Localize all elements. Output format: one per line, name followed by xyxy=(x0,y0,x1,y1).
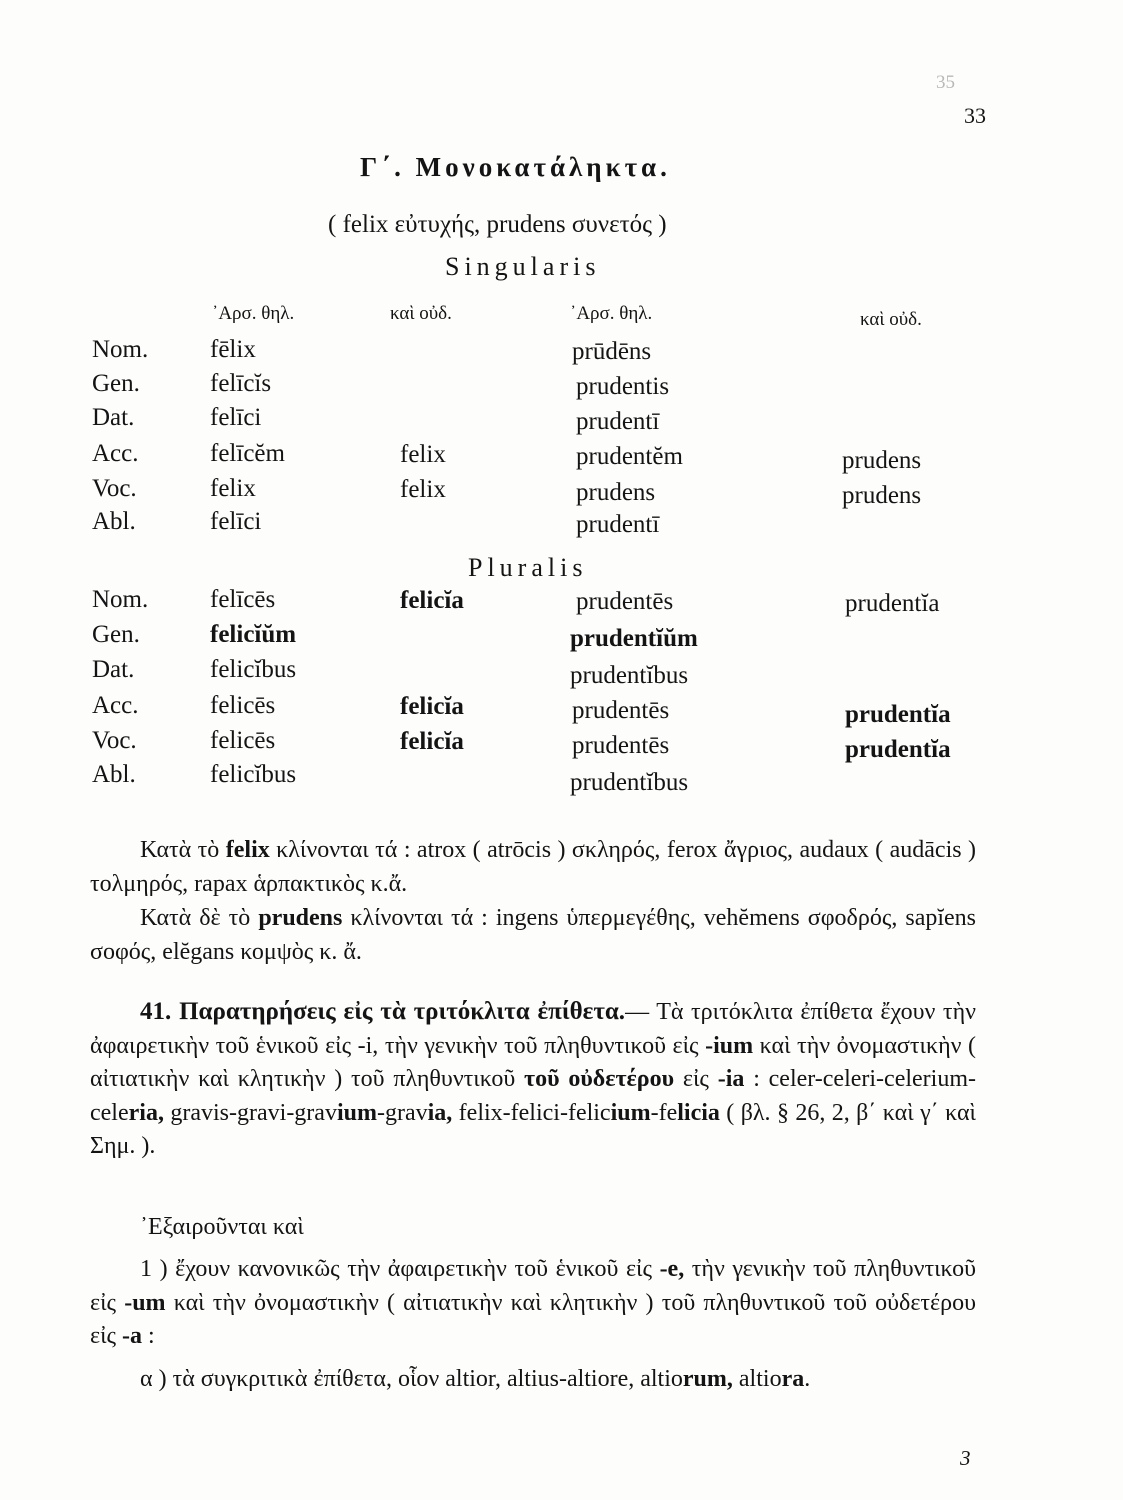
table-cell: felīcēs xyxy=(210,586,276,613)
bold-term: -ium xyxy=(705,1032,754,1059)
text: 1 ) ἔχουν κανονικῶς τὴν ἀφαιρετικὴν τοῦ ἑνικοῦ εἰς xyxy=(140,1256,660,1282)
table-cell: felicĭa xyxy=(400,728,464,755)
text: gravis-gravi-grav xyxy=(163,1099,337,1126)
bold-term: -um xyxy=(124,1289,166,1316)
bold-term: prudens xyxy=(258,905,343,931)
table-cell: prudentĭa xyxy=(845,736,951,763)
case-label: Abl. xyxy=(92,761,136,788)
text: εἰς xyxy=(674,1066,718,1092)
bold-term: ria, xyxy=(128,1099,164,1126)
table-cell: felix xyxy=(210,475,256,502)
section-subtitle: ( felix εὐτυχής, prudens συνετός ) xyxy=(328,211,667,238)
table-cell: prudentĭa xyxy=(845,590,940,617)
text: : xyxy=(142,1323,155,1349)
case-label: Abl. xyxy=(92,508,136,535)
case-label: Dat. xyxy=(92,656,135,683)
text: τὴν γενικὴν τοῦ πληθυντικοῦ εἰς xyxy=(90,1256,976,1316)
page-number: 33 xyxy=(964,103,986,128)
text: κλίνονται τά : atrox ( atrōcis ) σκληρός, ferox ἄγριος, audaux ( audācis ) τολμηρός, rapax ἁρπακτικὸς κ.ἄ. xyxy=(90,837,976,897)
column-header: ᾿Αρσ. θηλ. xyxy=(570,303,653,324)
text: — Τὰ τριτόκλιτα ἐπίθετα ἔχουν τὴν ἀφαιρετικὴν τοῦ ἑνικοῦ εἰς -i, τὴν γενικὴν τοῦ πληθυντικοῦ εἰς xyxy=(90,999,976,1059)
table-cell: prudens xyxy=(576,479,656,506)
case-label: Nom. xyxy=(92,586,149,613)
note-prudens xyxy=(90,902,976,969)
text: : celer-celeri-celerium-cele xyxy=(90,1066,976,1126)
bold-term: -e, xyxy=(659,1256,685,1282)
table-cell: felīcĕm xyxy=(210,440,285,467)
table-cell: prudentēs xyxy=(576,588,674,615)
table-cell: felīci xyxy=(210,404,262,431)
table-cell: felix xyxy=(400,476,446,503)
case-label: Voc. xyxy=(92,727,137,754)
text: -grav xyxy=(376,1099,428,1126)
note-felix xyxy=(90,834,976,901)
table-cell: prudentĭbus xyxy=(570,662,689,689)
exception-line xyxy=(90,1211,976,1245)
case-label: Gen. xyxy=(92,370,140,397)
table-cell: prudentĕm xyxy=(576,443,683,470)
column-header: καὶ οὐδ. xyxy=(390,303,452,324)
table-cell: felīci xyxy=(210,508,262,535)
table-cell: prudentĭa xyxy=(845,701,951,728)
paragraph-heading: 41. Παρατηρήσεις εἰς τὰ τριτόκλιτα ἐπίθετα. xyxy=(140,998,626,1025)
table-cell: felix xyxy=(400,441,446,468)
text: καὶ τὴν ὀνομαστικὴν ( αἰτιατικὴν καὶ κλητικὴν ) τοῦ πληθυντικοῦ τοῦ οὐδετέρου εἰς xyxy=(90,1289,976,1349)
bold-term: τοῦ οὐδετέρου xyxy=(524,1066,675,1092)
case-label: Nom. xyxy=(92,336,149,363)
table-cell: prudentis xyxy=(576,373,670,400)
text: Κατὰ δὲ τὸ xyxy=(140,905,259,931)
singular-label: Singularis xyxy=(445,252,601,281)
rule-1a xyxy=(90,1363,976,1397)
bold-term: ium xyxy=(336,1099,377,1126)
case-label: Acc. xyxy=(92,440,139,467)
bold-term: -a xyxy=(122,1323,143,1349)
table-cell: felicēs xyxy=(210,692,276,719)
column-header: ᾿Αρσ. θηλ. xyxy=(212,303,295,324)
faint-page-number: 35 xyxy=(936,72,955,93)
table-cell: fēlix xyxy=(210,336,256,363)
section-title: Γ΄. Μονοκατάληκτα. xyxy=(360,152,671,182)
table-cell: felicĭa xyxy=(400,693,464,720)
bold-term: ra xyxy=(781,1366,805,1392)
text: . xyxy=(804,1366,811,1392)
text: κλίνονται τά : ingens ὑπερμεγέθης, vehĕmens σφοδρός, sapĭens σοφός, elĕgans κομψὸς κ. ἄ. xyxy=(90,905,977,965)
text: καὶ τὴν ὀνομαστικὴν ( αἰτιατικὴν καὶ κλητικὴν ) τοῦ πληθυντικοῦ xyxy=(90,1032,976,1092)
rule-1 xyxy=(90,1253,976,1354)
table-cell: prudentēs xyxy=(572,697,670,724)
plural-label: Pluralis xyxy=(468,553,588,582)
bold-term: rum, xyxy=(682,1366,733,1392)
text: felix-felici-felic xyxy=(452,1099,611,1126)
column-header: καὶ οὐδ. xyxy=(860,309,922,330)
footer-mark: 3 xyxy=(960,1446,971,1470)
table-cell: felicĭŭm xyxy=(210,621,297,648)
case-label: Dat. xyxy=(92,404,135,431)
bold-term: licia xyxy=(677,1099,720,1126)
table-cell: felicĭa xyxy=(400,587,464,614)
table-cell: prudentī xyxy=(576,511,660,538)
table-cell: felicĭbus xyxy=(210,656,297,683)
table-cell: prūdēns xyxy=(572,338,652,365)
table-cell: prudens xyxy=(842,447,922,474)
bold-term: ia, xyxy=(427,1099,453,1126)
table-cell: felicēs xyxy=(210,727,276,754)
case-label: Voc. xyxy=(92,475,137,502)
text: -fe xyxy=(650,1099,678,1126)
table-cell: felicĭbus xyxy=(210,761,297,788)
bold-term: ium xyxy=(610,1099,651,1126)
table-cell: prudentēs xyxy=(572,732,670,759)
table-cell: prudens xyxy=(842,482,922,509)
bold-term: felix xyxy=(225,837,270,863)
text: ( βλ. § 26, 2, β΄ καὶ γ΄ καὶ Σημ. ). xyxy=(90,1099,977,1159)
text: α ) τὰ συγκριτικὰ ἐπίθετα, οἷον altior, altius-altiore, altio xyxy=(140,1366,683,1392)
bold-term: -ia xyxy=(717,1066,745,1092)
case-label: Gen. xyxy=(92,621,140,648)
table-cell: prudentĭbus xyxy=(570,769,689,796)
text: altio xyxy=(732,1366,782,1392)
table-cell: prudentī xyxy=(576,408,660,435)
table-cell: prudentĭŭm xyxy=(570,625,698,652)
case-label: Acc. xyxy=(92,692,139,719)
table-cell: felīcĭs xyxy=(210,370,272,397)
text: Κατὰ τὸ xyxy=(140,837,226,863)
text: ᾿Εξαιροῦνται καὶ xyxy=(140,1214,304,1240)
paragraph-41 xyxy=(90,995,976,1164)
